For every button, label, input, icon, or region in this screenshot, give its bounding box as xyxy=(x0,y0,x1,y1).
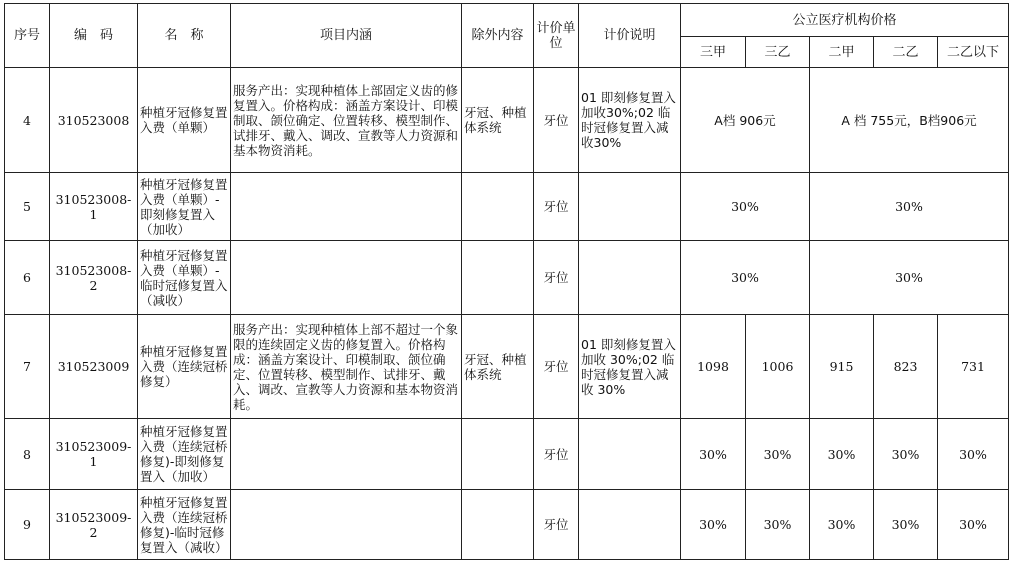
header-code: 编 码 xyxy=(50,4,138,68)
cell-price-level-1: 30% xyxy=(681,490,746,560)
cell-unit: 牙位 xyxy=(534,315,579,419)
cell-content: 服务产出：实现种植体上部固定义齿的修复置入。价格构成：涵盖方案设计、印模制取、颌位确定、位置转移、模型制作、试排牙、戴入、调改、宣教等人力资源和基本物资消耗。 xyxy=(231,68,462,173)
cell-excluded xyxy=(462,173,534,241)
cell-excluded: 牙冠、种植体系统 xyxy=(462,315,534,419)
cell-code: 310523008-2 xyxy=(50,241,138,315)
cell-name: 种植牙冠修复置入费（单颗） xyxy=(138,68,231,173)
table-row xyxy=(5,173,1009,241)
cell-seq: 4 xyxy=(5,68,50,173)
cell-excluded: 牙冠、种植体系统 xyxy=(462,68,534,173)
cell-unit: 牙位 xyxy=(534,490,579,560)
cell-price-level-4: 30% xyxy=(874,490,938,560)
table-row xyxy=(5,315,1009,419)
cell-note xyxy=(579,173,681,241)
table-row xyxy=(5,419,1009,490)
cell-price-level-2: 30% xyxy=(746,490,810,560)
cell-content xyxy=(231,173,462,241)
cell-seq: 7 xyxy=(5,315,50,419)
cell-unit: 牙位 xyxy=(534,68,579,173)
cell-name: 种植牙冠修复置入费（单颗）-临时冠修复置入（减收） xyxy=(138,241,231,315)
cell-price-level-1: 30% xyxy=(681,419,746,490)
header-level-5: 二乙以下 xyxy=(938,37,1009,68)
cell-excluded xyxy=(462,241,534,315)
table-row xyxy=(5,490,1009,560)
cell-name: 种植牙冠修复置入费（连续冠桥修复)-即刻修复置入（加收） xyxy=(138,419,231,490)
cell-code: 310523009-1 xyxy=(50,419,138,490)
cell-seq: 8 xyxy=(5,419,50,490)
cell-content xyxy=(231,241,462,315)
cell-code: 310523008 xyxy=(50,68,138,173)
header-pricing-note: 计价说明 xyxy=(579,4,681,68)
cell-note xyxy=(579,241,681,315)
cell-seq: 6 xyxy=(5,241,50,315)
header-level-2: 三乙 xyxy=(746,37,810,68)
cell-price-level-5: 731 xyxy=(938,315,1009,419)
header-row xyxy=(5,4,1009,37)
cell-content xyxy=(231,419,462,490)
cell-content xyxy=(231,490,462,560)
header-level-4: 二乙 xyxy=(874,37,938,68)
cell-note xyxy=(579,419,681,490)
header-content: 项目内涵 xyxy=(231,4,462,68)
cell-price-level-1: 1098 xyxy=(681,315,746,419)
cell-code: 310523009-2 xyxy=(50,490,138,560)
price-table xyxy=(4,3,1009,560)
cell-note xyxy=(579,490,681,560)
table-row xyxy=(5,241,1009,315)
cell-price-level-4: 823 xyxy=(874,315,938,419)
cell-price-level-3: 30% xyxy=(810,490,874,560)
cell-unit: 牙位 xyxy=(534,419,579,490)
header-price-group: 公立医疗机构价格 xyxy=(681,4,1009,37)
cell-name: 种植牙冠修复置入费（连续冠桥修复)-临时冠修复置入（减收） xyxy=(138,490,231,560)
cell-excluded xyxy=(462,490,534,560)
header-seq: 序号 xyxy=(5,4,50,68)
cell-code: 310523008-1 xyxy=(50,173,138,241)
cell-price-b: A 档 755元，B档906元 xyxy=(810,68,1009,173)
cell-price-a: 30% xyxy=(681,173,810,241)
cell-name: 种植牙冠修复置入费（单颗）-即刻修复置入（加收） xyxy=(138,173,231,241)
cell-price-level-5: 30% xyxy=(938,490,1009,560)
cell-excluded xyxy=(462,419,534,490)
cell-seq: 5 xyxy=(5,173,50,241)
header-name: 名 称 xyxy=(138,4,231,68)
header-level-3: 二甲 xyxy=(810,37,874,68)
cell-price-a: 30% xyxy=(681,241,810,315)
cell-seq: 9 xyxy=(5,490,50,560)
header-level-1: 三甲 xyxy=(681,37,746,68)
table-row xyxy=(5,68,1009,173)
cell-note: 01 即刻修复置入加收 30%;02 临时冠修复置入减收 30% xyxy=(579,315,681,419)
cell-price-a: A档 906元 xyxy=(681,68,810,173)
cell-price-level-2: 1006 xyxy=(746,315,810,419)
cell-price-level-2: 30% xyxy=(746,419,810,490)
cell-price-level-3: 30% xyxy=(810,419,874,490)
cell-code: 310523009 xyxy=(50,315,138,419)
cell-name: 种植牙冠修复置入费（连续冠桥修复） xyxy=(138,315,231,419)
cell-price-b: 30% xyxy=(810,173,1009,241)
cell-price-level-3: 915 xyxy=(810,315,874,419)
price-table-container xyxy=(4,3,1009,560)
cell-price-b: 30% xyxy=(810,241,1009,315)
cell-unit: 牙位 xyxy=(534,241,579,315)
cell-note: 01 即刻修复置入加收30%;02 临时冠修复置入减收30% xyxy=(579,68,681,173)
header-unit: 计价单位 xyxy=(534,4,579,68)
header-excluded: 除外内容 xyxy=(462,4,534,68)
cell-unit: 牙位 xyxy=(534,173,579,241)
cell-price-level-4: 30% xyxy=(874,419,938,490)
cell-content: 服务产出：实现种植体上部不超过一个象限的连续固定义齿的修复置入。价格构成：涵盖方案设计、印模制取、颌位确定、位置转移、模型制作、试排牙、戴入、调改、宣教等人力资源和基本物资消耗。 xyxy=(231,315,462,419)
cell-price-level-5: 30% xyxy=(938,419,1009,490)
